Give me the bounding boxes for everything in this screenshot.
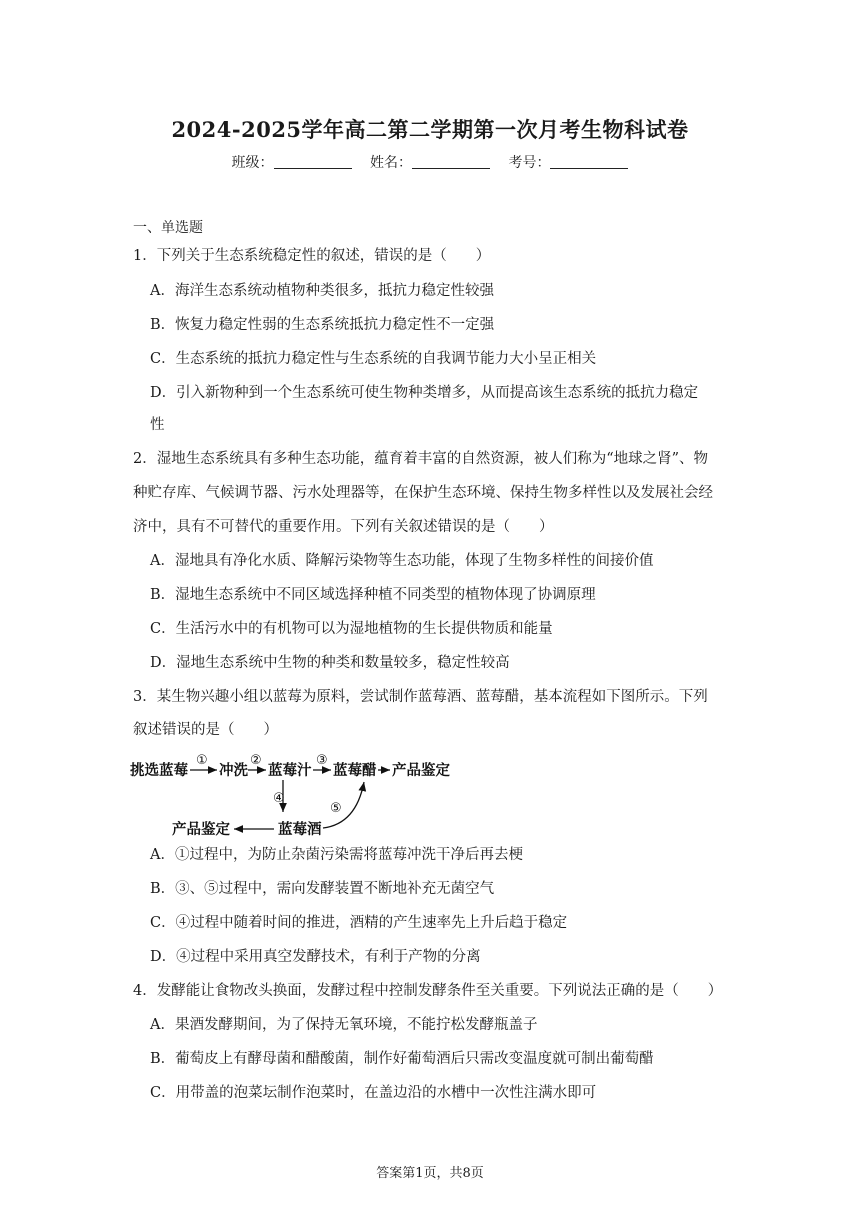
q1-option-c: C．生态系统的抵抗力稳定性与生态系统的自我调节能力大小呈正相关 xyxy=(150,351,597,367)
q1-stem: 1．下列关于生态系统稳定性的叙述，错误的是（ ） xyxy=(133,248,491,264)
flow-node-product-test-bottom: 产品鉴定 xyxy=(172,822,230,838)
flow-node-select-blueberry: 挑选蓝莓 xyxy=(130,763,188,779)
q4-stem: 4．发酵能让食物改头换面，发酵过程中控制发酵条件至关重要。下列说法正确的是（ ） xyxy=(133,983,723,999)
q4-option-c: C．用带盖的泡菜坛制作泡菜时，在盖边沿的水槽中一次性注满水即可 xyxy=(150,1085,597,1101)
student-info-row xyxy=(0,152,860,172)
id-blank[interactable] xyxy=(550,154,628,169)
flow-node-wine: 蓝莓酒 xyxy=(278,822,322,838)
q3-option-b: B．③、⑤过程中，需向发酵装置不断地补充无菌空气 xyxy=(150,881,495,897)
q4-option-a: A．果酒发酵期间，为了保持无氧环境，不能拧松发酵瓶盖子 xyxy=(150,1017,538,1033)
page-footer: 答案第1页，共8页 xyxy=(376,1166,484,1181)
q2-option-c: C．生活污水中的有机物可以为湿地植物的生长提供物质和能量 xyxy=(150,621,553,637)
flow-node-rinse: 冲洗 xyxy=(219,763,248,779)
q3-option-a: A．①过程中，为防止杂菌污染需将蓝莓冲洗干净后再去梗 xyxy=(150,847,523,863)
q2-stem-line2: 种贮存库、气候调节器、污水处理器等，在保护生态环境、保持生物多样性以及发展社会经 xyxy=(133,485,713,501)
q2-stem-line3: 济中，具有不可替代的重要作用。下列有关叙述错误的是（ ） xyxy=(133,519,554,535)
q2-option-a: A．湿地具有净化水质、降解污染物等生态功能，体现了生物多样性的间接价值 xyxy=(150,553,654,569)
q2-stem-line1: 2．湿地生态系统具有多种生态功能，蕴育着丰富的自然资源，被人们称为“地球之肾”、物 xyxy=(133,451,709,467)
page-title: 2024-2025学年高二第二学期第一次月考生物科试卷 xyxy=(171,117,689,142)
q3-stem-line2: 叙述错误的是（ ） xyxy=(133,722,278,738)
flow-node-juice: 蓝莓汁 xyxy=(268,763,312,779)
q1-option-a: A．海洋生态系统动植物种类很多，抵抗力稳定性较强 xyxy=(150,283,494,299)
flow-step-3: ③ xyxy=(316,753,328,768)
flow-step-2: ② xyxy=(250,753,262,768)
q1-option-b: B．恢复力稳定性弱的生态系统抵抗力稳定性不一定强 xyxy=(150,317,495,333)
class-blank[interactable] xyxy=(274,154,352,169)
q2-option-d: D．湿地生态系统中生物的种类和数量较多，稳定性较高 xyxy=(150,655,510,671)
flow-node-vinegar: 蓝莓醋 xyxy=(333,763,377,779)
id-label: 考号： xyxy=(508,155,551,171)
flow-step-5: ⑤ xyxy=(330,801,342,816)
section-heading: 一、单选题 xyxy=(133,220,203,236)
q3-option-d: D．④过程中采用真空发酵技术，有利于产物的分离 xyxy=(150,949,481,965)
q2-option-b: B．湿地生态系统中不同区域选择种植不同类型的植物体现了协调原理 xyxy=(150,587,596,603)
q4-option-b: B．葡萄皮上有酵母菌和醋酸菌，制作好葡萄酒后只需改变温度就可制出葡萄醋 xyxy=(150,1051,654,1067)
name-label: 姓名： xyxy=(370,155,412,171)
q3-stem-line1: 3．某生物兴趣小组以蓝莓为原料，尝试制作蓝莓酒、蓝莓醋，基本流程如下图所示。下列 xyxy=(133,689,708,705)
class-label: 班级： xyxy=(231,155,274,171)
name-blank[interactable] xyxy=(412,154,490,169)
flow-step-4: ④ xyxy=(273,791,285,806)
flow-node-product-test-top: 产品鉴定 xyxy=(392,763,450,779)
fermentation-flow-diagram xyxy=(128,748,468,840)
q3-option-c: C．④过程中随着时间的推进，酒精的产生速率先上升后趋于稳定 xyxy=(150,915,568,931)
flow-step-1: ① xyxy=(196,753,208,768)
q1-option-d-cont: 性 xyxy=(150,417,165,433)
q1-option-d: D．引入新物种到一个生态系统可使生物种类增多，从而提高该生态系统的抵抗力稳定 xyxy=(150,385,699,401)
